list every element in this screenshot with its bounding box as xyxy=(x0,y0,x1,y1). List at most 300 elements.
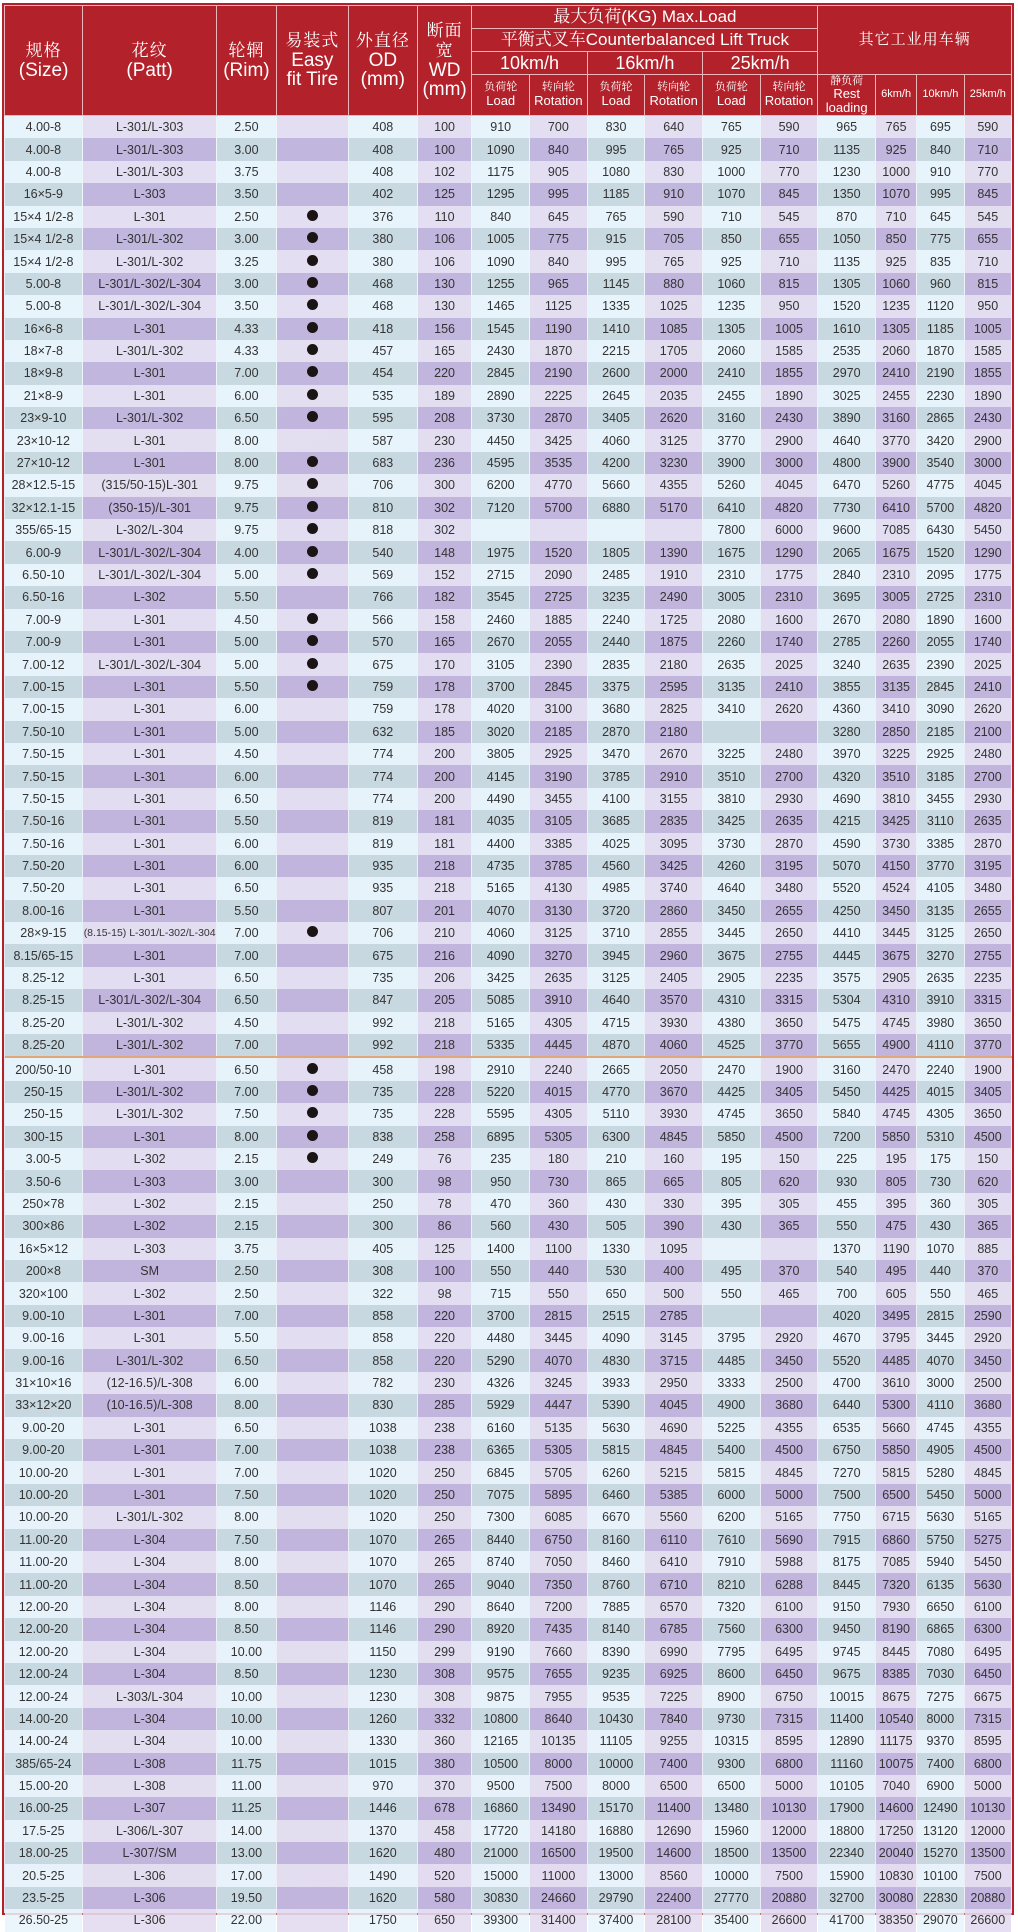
table-row xyxy=(5,1842,1012,1864)
cell-rim: 6.50 xyxy=(217,1349,277,1371)
cell-other-6kmh: 5850 xyxy=(876,1439,917,1461)
cell-rim: 10.00 xyxy=(217,1685,277,1707)
cell-section-width: 218 xyxy=(417,855,472,877)
cell-other-25kmh: 545 xyxy=(964,206,1011,228)
table-row xyxy=(5,1148,1012,1170)
cell-other-25kmh: 3480 xyxy=(964,877,1011,899)
cell-load-16: 4640 xyxy=(587,989,645,1011)
cell-size: 7.00-9 xyxy=(5,609,83,631)
cell-other-6kmh: 7085 xyxy=(876,519,917,541)
cell-size: 16×6-8 xyxy=(5,318,83,340)
cell-load-10: 30830 xyxy=(472,1887,530,1909)
cell-section-width: 201 xyxy=(417,900,472,922)
cell-other-6kmh: 5660 xyxy=(876,1417,917,1439)
cell-rotation-10: 4130 xyxy=(530,877,588,899)
cell-easy-fit xyxy=(276,474,348,496)
cell-rotation-16: 665 xyxy=(645,1170,703,1192)
cell-rotation-10: 2190 xyxy=(530,362,588,384)
cell-rotation-10: 2845 xyxy=(530,676,588,698)
cell-easy-fit xyxy=(276,138,348,160)
cell-load-16: 650 xyxy=(587,1282,645,1304)
cell-other-25kmh: 1740 xyxy=(964,631,1011,653)
cell-rim: 3.00 xyxy=(217,228,277,250)
cell-section-width: 206 xyxy=(417,967,472,989)
cell-other-10kmh: 360 xyxy=(917,1193,964,1215)
cell-other-10kmh: 15270 xyxy=(917,1842,964,1864)
cell-rotation-25: 1890 xyxy=(760,385,818,407)
cell-rest-loading: 225 xyxy=(818,1148,876,1170)
cell-size: 250×78 xyxy=(5,1193,83,1215)
cell-load-25: 5815 xyxy=(703,1461,761,1483)
cell-outer-diameter: 408 xyxy=(348,161,417,183)
cell-other-6kmh: 10830 xyxy=(876,1864,917,1886)
cell-other-25kmh: 2310 xyxy=(964,586,1011,608)
cell-section-width: 380 xyxy=(417,1753,472,1775)
header-rotation-16: 转向轮 Rotation xyxy=(645,75,703,116)
cell-size: 7.50-20 xyxy=(5,877,83,899)
cell-rotation-10: 14180 xyxy=(530,1820,588,1842)
cell-other-10kmh: 3910 xyxy=(917,989,964,1011)
cell-size: 7.50-10 xyxy=(5,721,83,743)
cell-rim: 5.50 xyxy=(217,586,277,608)
cell-pattern: L-301 xyxy=(83,944,217,966)
cell-load-10: 5220 xyxy=(472,1081,530,1103)
cell-other-25kmh: 710 xyxy=(964,138,1011,160)
table-row xyxy=(5,1034,1012,1057)
cell-rest-loading: 1520 xyxy=(818,295,876,317)
cell-easy-fit xyxy=(276,810,348,832)
cell-load-10: 7120 xyxy=(472,497,530,519)
cell-load-16: 3680 xyxy=(587,698,645,720)
cell-other-10kmh: 5630 xyxy=(917,1506,964,1528)
cell-outer-diameter: 706 xyxy=(348,922,417,944)
cell-rim: 19.50 xyxy=(217,1887,277,1909)
cell-outer-diameter: 935 xyxy=(348,877,417,899)
cell-other-10kmh: 5940 xyxy=(917,1551,964,1573)
cell-other-25kmh: 2650 xyxy=(964,922,1011,944)
cell-rotation-25: 6450 xyxy=(760,1663,818,1685)
cell-load-10: 4450 xyxy=(472,429,530,451)
cell-rest-loading: 4690 xyxy=(818,788,876,810)
cell-rest-loading: 32700 xyxy=(818,1887,876,1909)
cell-pattern: L-301 xyxy=(83,698,217,720)
cell-section-width: 218 xyxy=(417,877,472,899)
cell-easy-fit xyxy=(276,989,348,1011)
cell-load-25: 1305 xyxy=(703,318,761,340)
cell-section-width: 458 xyxy=(417,1820,472,1842)
cell-pattern: L-304 xyxy=(83,1596,217,1618)
table-row xyxy=(5,1685,1012,1707)
cell-rotation-16: 1705 xyxy=(645,340,703,362)
cell-rotation-16: 3095 xyxy=(645,833,703,855)
cell-rotation-25: 1005 xyxy=(760,318,818,340)
cell-outer-diameter: 810 xyxy=(348,497,417,519)
cell-pattern: L-307 xyxy=(83,1797,217,1819)
cell-outer-diameter: 992 xyxy=(348,1034,417,1057)
cell-other-25kmh: 370 xyxy=(964,1260,1011,1282)
cell-load-10: 9575 xyxy=(472,1663,530,1685)
cell-size: 10.00-20 xyxy=(5,1461,83,1483)
easy-fit-dot-icon xyxy=(307,1107,318,1118)
cell-rotation-16: 1390 xyxy=(645,541,703,563)
cell-pattern: L-307/SM xyxy=(83,1842,217,1864)
cell-load-16: 9535 xyxy=(587,1685,645,1707)
cell-outer-diameter: 819 xyxy=(348,810,417,832)
cell-rotation-16: 6990 xyxy=(645,1641,703,1663)
cell-load-10: 6845 xyxy=(472,1461,530,1483)
cell-rest-loading: 1610 xyxy=(818,318,876,340)
cell-load-25: 925 xyxy=(703,250,761,272)
cell-easy-fit xyxy=(276,407,348,429)
cell-pattern: L-303/L-304 xyxy=(83,1685,217,1707)
cell-easy-fit xyxy=(276,452,348,474)
cell-rim: 7.00 xyxy=(217,1081,277,1103)
cell-rim: 3.00 xyxy=(217,273,277,295)
cell-pattern: L-301 xyxy=(83,743,217,765)
cell-load-10: 1400 xyxy=(472,1238,530,1260)
cell-load-16: 530 xyxy=(587,1260,645,1282)
cell-load-25: 765 xyxy=(703,116,761,139)
cell-other-6kmh: 5300 xyxy=(876,1394,917,1416)
cell-load-10: 1255 xyxy=(472,273,530,295)
cell-rim: 4.00 xyxy=(217,541,277,563)
cell-section-width: 100 xyxy=(417,138,472,160)
cell-rotation-10: 2815 xyxy=(530,1305,588,1327)
cell-rotation-25: 2235 xyxy=(760,967,818,989)
cell-rest-loading: 2785 xyxy=(818,631,876,653)
header-rotation-10: 转向轮 Rotation xyxy=(530,75,588,116)
header-easy-fit: 易装式 Easy fit Tire xyxy=(276,6,348,116)
cell-other-6kmh: 38350 xyxy=(876,1909,917,1931)
header-rotation-25: 转向轮 Rotation xyxy=(760,75,818,116)
cell-load-25: 3450 xyxy=(703,900,761,922)
cell-other-10kmh: 7030 xyxy=(917,1663,964,1685)
cell-load-10: 16860 xyxy=(472,1797,530,1819)
cell-rotation-25: 20880 xyxy=(760,1887,818,1909)
cell-rotation-16: 880 xyxy=(645,273,703,295)
cell-section-width: 181 xyxy=(417,810,472,832)
cell-rotation-10: 4070 xyxy=(530,1349,588,1371)
cell-other-25kmh: 8595 xyxy=(964,1730,1011,1752)
cell-pattern: L-301 xyxy=(83,877,217,899)
cell-rotation-16: 2405 xyxy=(645,967,703,989)
cell-load-25: 2905 xyxy=(703,967,761,989)
cell-rotation-10: 7435 xyxy=(530,1618,588,1640)
cell-outer-diameter: 1490 xyxy=(348,1864,417,1886)
cell-load-16: 4560 xyxy=(587,855,645,877)
cell-load-10: 9190 xyxy=(472,1641,530,1663)
cell-other-6kmh: 3730 xyxy=(876,833,917,855)
cell-easy-fit xyxy=(276,1260,348,1282)
cell-rotation-16: 6570 xyxy=(645,1596,703,1618)
cell-easy-fit xyxy=(276,1708,348,1730)
cell-rotation-16: 2835 xyxy=(645,810,703,832)
cell-load-16: 8140 xyxy=(587,1618,645,1640)
cell-other-25kmh: 13500 xyxy=(964,1842,1011,1864)
cell-size: 17.5-25 xyxy=(5,1820,83,1842)
cell-other-6kmh: 2310 xyxy=(876,564,917,586)
cell-rotation-10 xyxy=(530,519,588,541)
cell-load-10: 715 xyxy=(472,1282,530,1304)
cell-load-25: 4380 xyxy=(703,1012,761,1034)
cell-other-10kmh: 430 xyxy=(917,1215,964,1237)
cell-other-10kmh: 5450 xyxy=(917,1484,964,1506)
cell-load-25: 3510 xyxy=(703,765,761,787)
cell-rotation-16: 28100 xyxy=(645,1909,703,1931)
cell-load-10: 5165 xyxy=(472,1012,530,1034)
cell-other-6kmh: 3510 xyxy=(876,765,917,787)
cell-other-10kmh: 4110 xyxy=(917,1034,964,1057)
cell-load-16: 6260 xyxy=(587,1461,645,1483)
cell-section-width: 86 xyxy=(417,1215,472,1237)
cell-easy-fit xyxy=(276,161,348,183)
cell-rotation-25: 6000 xyxy=(760,519,818,541)
cell-load-16: 6880 xyxy=(587,497,645,519)
cell-outer-diameter: 308 xyxy=(348,1260,417,1282)
cell-load-25: 6200 xyxy=(703,1506,761,1528)
cell-other-25kmh: 1600 xyxy=(964,609,1011,631)
easy-fit-dot-icon xyxy=(307,523,318,534)
cell-load-10: 2460 xyxy=(472,609,530,631)
cell-easy-fit xyxy=(276,1215,348,1237)
cell-rotation-25: 845 xyxy=(760,183,818,205)
cell-rotation-25: 2920 xyxy=(760,1327,818,1349)
cell-size: 4.00-8 xyxy=(5,161,83,183)
cell-other-10kmh: 2185 xyxy=(917,721,964,743)
cell-rotation-10: 905 xyxy=(530,161,588,183)
cell-rest-loading: 7915 xyxy=(818,1529,876,1551)
cell-size: 28×12.5-15 xyxy=(5,474,83,496)
cell-rim: 7.00 xyxy=(217,1461,277,1483)
cell-section-width: 200 xyxy=(417,788,472,810)
cell-section-width: 130 xyxy=(417,295,472,317)
cell-other-10kmh: 29070 xyxy=(917,1909,964,1931)
cell-rest-loading: 1230 xyxy=(818,161,876,183)
cell-other-25kmh: 365 xyxy=(964,1215,1011,1237)
table-row xyxy=(5,1372,1012,1394)
cell-load-16: 865 xyxy=(587,1170,645,1192)
cell-other-25kmh: 2900 xyxy=(964,429,1011,451)
easy-fit-dot-icon xyxy=(307,658,318,669)
cell-easy-fit xyxy=(276,1775,348,1797)
cell-rest-loading: 4020 xyxy=(818,1305,876,1327)
cell-other-25kmh: 2700 xyxy=(964,765,1011,787)
cell-load-16: 2870 xyxy=(587,721,645,743)
cell-outer-diameter: 1260 xyxy=(348,1708,417,1730)
cell-rest-loading: 540 xyxy=(818,1260,876,1282)
cell-load-25: 4425 xyxy=(703,1081,761,1103)
cell-pattern: L-302 xyxy=(83,586,217,608)
cell-size: 26.50-25 xyxy=(5,1909,83,1931)
cell-easy-fit xyxy=(276,295,348,317)
cell-rotation-10: 2185 xyxy=(530,721,588,743)
cell-section-width: 100 xyxy=(417,1260,472,1282)
cell-rotation-10: 180 xyxy=(530,1148,588,1170)
cell-other-10kmh: 4745 xyxy=(917,1417,964,1439)
cell-rotation-16: 390 xyxy=(645,1215,703,1237)
cell-other-25kmh: 1585 xyxy=(964,340,1011,362)
cell-section-width: 299 xyxy=(417,1641,472,1663)
cell-pattern: L-301 xyxy=(83,1484,217,1506)
easy-fit-dot-icon xyxy=(307,411,318,422)
cell-outer-diameter: 847 xyxy=(348,989,417,1011)
cell-pattern: L-306/L-307 xyxy=(83,1820,217,1842)
cell-easy-fit xyxy=(276,609,348,631)
cell-section-width: 220 xyxy=(417,362,472,384)
cell-rotation-10: 3270 xyxy=(530,944,588,966)
cell-load-16: 7885 xyxy=(587,1596,645,1618)
cell-load-25: 4260 xyxy=(703,855,761,877)
cell-other-25kmh: 465 xyxy=(964,1282,1011,1304)
cell-outer-diameter: 380 xyxy=(348,228,417,250)
cell-pattern: L-301 xyxy=(83,810,217,832)
table-row xyxy=(5,318,1012,340)
cell-other-10kmh: 1070 xyxy=(917,1238,964,1260)
cell-rotation-16: 3425 xyxy=(645,855,703,877)
cell-other-25kmh: 7315 xyxy=(964,1708,1011,1730)
cell-load-16: 6300 xyxy=(587,1126,645,1148)
cell-section-width: 650 xyxy=(417,1909,472,1931)
easy-fit-dot-icon xyxy=(307,1152,318,1163)
cell-rotation-10: 440 xyxy=(530,1260,588,1282)
cell-rotation-10: 5705 xyxy=(530,1461,588,1483)
cell-rotation-25: 2870 xyxy=(760,833,818,855)
cell-load-25: 2080 xyxy=(703,609,761,631)
cell-pattern: L-301/L-303 xyxy=(83,116,217,139)
cell-other-10kmh: 13120 xyxy=(917,1820,964,1842)
table-row xyxy=(5,407,1012,429)
cell-rotation-16: 3715 xyxy=(645,1349,703,1371)
cell-other-10kmh: 7275 xyxy=(917,1685,964,1707)
cell-rotation-16: 500 xyxy=(645,1282,703,1304)
cell-size: 18.00-25 xyxy=(5,1842,83,1864)
cell-pattern: L-301 xyxy=(83,385,217,407)
cell-rest-loading: 5520 xyxy=(818,877,876,899)
cell-size: 12.00-24 xyxy=(5,1663,83,1685)
cell-other-10kmh: 2865 xyxy=(917,407,964,429)
cell-rim: 6.00 xyxy=(217,765,277,787)
cell-load-25: 1070 xyxy=(703,183,761,205)
cell-rest-loading: 9150 xyxy=(818,1596,876,1618)
cell-easy-fit xyxy=(276,429,348,451)
cell-easy-fit xyxy=(276,1349,348,1371)
cell-load-10: 7300 xyxy=(472,1506,530,1528)
cell-rim: 2.50 xyxy=(217,206,277,228)
cell-easy-fit xyxy=(276,1573,348,1595)
cell-outer-diameter: 380 xyxy=(348,250,417,272)
cell-section-width: 76 xyxy=(417,1148,472,1170)
cell-rest-loading: 5520 xyxy=(818,1349,876,1371)
cell-load-16: 5630 xyxy=(587,1417,645,1439)
cell-load-25: 1675 xyxy=(703,541,761,563)
easy-fit-dot-icon xyxy=(307,456,318,467)
cell-rim: 4.33 xyxy=(217,318,277,340)
cell-rotation-16: 1875 xyxy=(645,631,703,653)
cell-section-width: 200 xyxy=(417,743,472,765)
cell-rotation-25: 4355 xyxy=(760,1417,818,1439)
cell-rest-loading: 7500 xyxy=(818,1484,876,1506)
table-row xyxy=(5,541,1012,563)
cell-load-25: 7320 xyxy=(703,1596,761,1618)
cell-load-16: 2515 xyxy=(587,1305,645,1327)
cell-size: 250-15 xyxy=(5,1103,83,1125)
cell-rest-loading: 455 xyxy=(818,1193,876,1215)
cell-load-25: 7800 xyxy=(703,519,761,541)
cell-load-25: 430 xyxy=(703,1215,761,1237)
cell-load-16: 830 xyxy=(587,116,645,139)
cell-outer-diameter: 858 xyxy=(348,1327,417,1349)
cell-load-16: 6670 xyxy=(587,1506,645,1528)
cell-load-10: 6160 xyxy=(472,1417,530,1439)
cell-outer-diameter: 569 xyxy=(348,564,417,586)
cell-other-6kmh: 3810 xyxy=(876,788,917,810)
cell-rotation-25: 3680 xyxy=(760,1394,818,1416)
cell-other-25kmh: 150 xyxy=(964,1148,1011,1170)
cell-load-25: 2410 xyxy=(703,362,761,384)
cell-easy-fit xyxy=(276,855,348,877)
cell-rotation-25: 4845 xyxy=(760,1461,818,1483)
cell-rim: 5.50 xyxy=(217,1327,277,1349)
table-row xyxy=(5,743,1012,765)
cell-pattern: L-301/L-302/L-304 xyxy=(83,653,217,675)
cell-rotation-16: 2050 xyxy=(645,1057,703,1080)
cell-rotation-10: 3385 xyxy=(530,833,588,855)
cell-section-width: 106 xyxy=(417,250,472,272)
cell-rest-loading: 11400 xyxy=(818,1708,876,1730)
cell-other-6kmh: 925 xyxy=(876,138,917,160)
cell-outer-diameter: 819 xyxy=(348,833,417,855)
cell-easy-fit xyxy=(276,1484,348,1506)
header-other-10kmh: 10km/h xyxy=(917,75,964,116)
cell-size: 15×4 1/2-8 xyxy=(5,206,83,228)
cell-rotation-10: 6750 xyxy=(530,1529,588,1551)
table-row xyxy=(5,228,1012,250)
cell-other-6kmh: 710 xyxy=(876,206,917,228)
cell-section-width: 158 xyxy=(417,609,472,631)
cell-rotation-10: 2240 xyxy=(530,1057,588,1080)
cell-rest-loading: 4410 xyxy=(818,922,876,944)
cell-load-10: 3730 xyxy=(472,407,530,429)
cell-other-10kmh: 22830 xyxy=(917,1887,964,1909)
cell-other-6kmh: 6715 xyxy=(876,1506,917,1528)
cell-rotation-25: 1740 xyxy=(760,631,818,653)
cell-rotation-25: 6495 xyxy=(760,1641,818,1663)
cell-load-16: 19500 xyxy=(587,1842,645,1864)
cell-other-25kmh: 5165 xyxy=(964,1506,1011,1528)
cell-rotation-10: 5305 xyxy=(530,1439,588,1461)
cell-outer-diameter: 970 xyxy=(348,1775,417,1797)
cell-section-width: 230 xyxy=(417,429,472,451)
cell-rotation-25: 10130 xyxy=(760,1797,818,1819)
cell-rotation-10: 4305 xyxy=(530,1103,588,1125)
cell-other-25kmh: 5450 xyxy=(964,519,1011,541)
cell-rotation-25: 5988 xyxy=(760,1551,818,1573)
cell-other-25kmh: 4820 xyxy=(964,497,1011,519)
cell-load-10: 4020 xyxy=(472,698,530,720)
cell-rotation-16: 3155 xyxy=(645,788,703,810)
cell-rest-loading: 7270 xyxy=(818,1461,876,1483)
cell-pattern: (8.15-15) L-301/L-302/L-304 xyxy=(83,922,217,944)
cell-easy-fit xyxy=(276,1842,348,1864)
cell-rim: 4.33 xyxy=(217,340,277,362)
cell-rest-loading: 5070 xyxy=(818,855,876,877)
cell-load-25 xyxy=(703,1238,761,1260)
cell-outer-diameter: 838 xyxy=(348,1126,417,1148)
cell-rotation-10: 5135 xyxy=(530,1417,588,1439)
cell-pattern: L-301/L-302 xyxy=(83,228,217,250)
cell-load-25: 3445 xyxy=(703,922,761,944)
cell-section-width: 302 xyxy=(417,497,472,519)
